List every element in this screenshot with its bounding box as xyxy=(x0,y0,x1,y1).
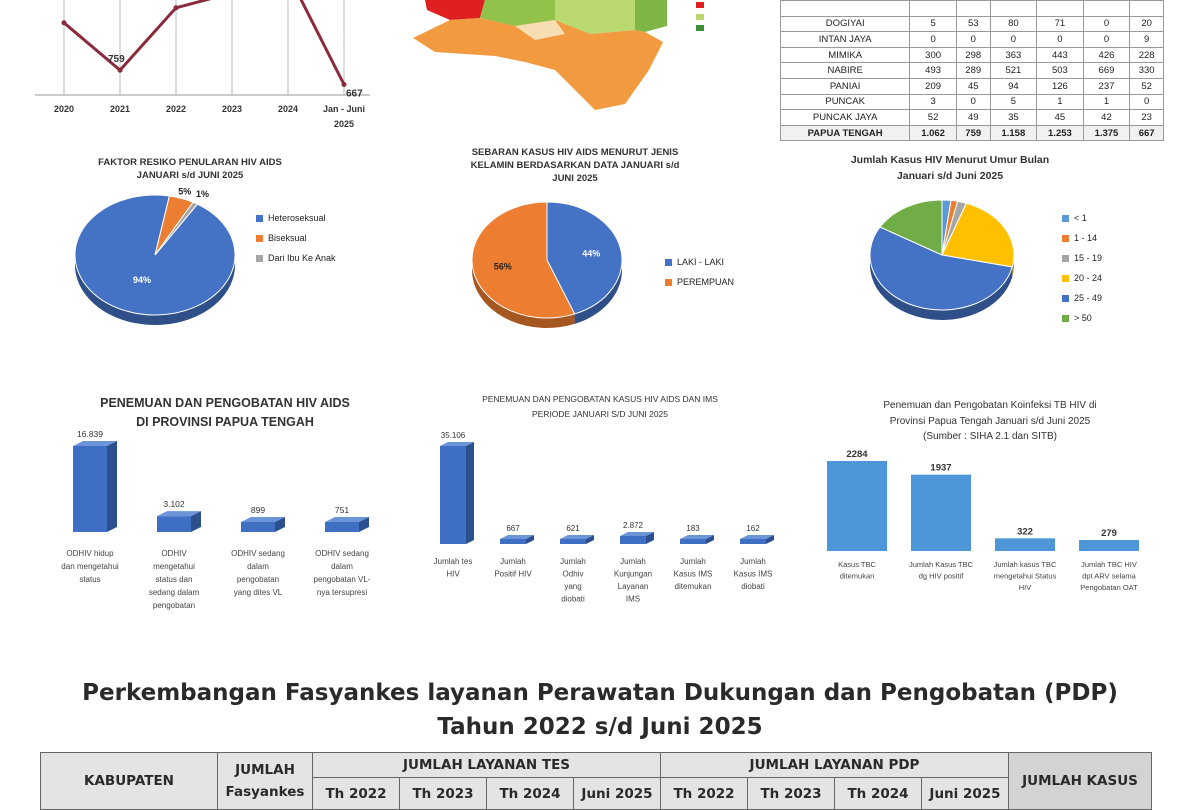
bar-category-label: Jumlah xyxy=(560,557,586,566)
map-legend xyxy=(694,0,764,36)
district-value-cell: 126 xyxy=(1037,78,1084,94)
district-value-cell: 0 xyxy=(990,32,1037,48)
bar-category-label: Jumlah tes xyxy=(433,557,473,566)
district-value-cell: 3 xyxy=(910,94,957,110)
line-x-tick-label: 2021 xyxy=(109,104,131,114)
bar xyxy=(911,475,971,551)
bar-value-label: 16.839 xyxy=(77,429,103,439)
legend-label: Biseksual xyxy=(268,233,307,243)
district-name-cell: PUNCAK JAYA xyxy=(781,110,910,126)
bar3-title-line1: Penemuan dan Pengobatan Koinfeksi TB HIV di xyxy=(883,400,1097,411)
district-value-cell: 80 xyxy=(990,16,1037,32)
bar-value-label: 2.872 xyxy=(622,520,644,530)
district-value-cell: 45 xyxy=(956,78,990,94)
bar-category-label: nya tersupresi xyxy=(316,588,368,597)
district-value-cell: 759 xyxy=(956,125,990,141)
district-value-cell: 1.375 xyxy=(1083,125,1130,141)
pdp-pdp-year-2023-label: Th 2023 xyxy=(760,785,822,802)
district-name-cell: PUNCAK xyxy=(781,94,910,110)
pdp-pdp-year-juni-2025-label: Juni 2025 xyxy=(929,785,1001,802)
pdp-title-line2: Tahun 2022 s/d Juni 2025 xyxy=(437,714,763,740)
district-value-cell: 1 xyxy=(1037,94,1084,110)
bar3-chart xyxy=(815,445,1165,605)
bar xyxy=(620,536,646,544)
map-region-green-3 xyxy=(635,0,667,32)
bar-value-label: 621 xyxy=(566,524,580,533)
bar-category-label: Jumlah xyxy=(620,557,646,566)
legend-swatch xyxy=(1062,295,1069,302)
bar xyxy=(157,516,191,532)
bar-category-label: pengobatan xyxy=(152,601,196,610)
bar-side xyxy=(466,442,474,544)
pdp-header-jumlah-kasus xyxy=(1009,753,1152,810)
district-value-cell: 23 xyxy=(1130,110,1164,126)
legend-label: < 1 xyxy=(1074,213,1087,223)
bar-category-label: Jumlah kasus TBC xyxy=(993,560,1057,569)
district-name-cell: PAPUA TENGAH xyxy=(781,125,910,141)
bar xyxy=(560,539,586,544)
age-pie-title-line2: Januari s/d Juni 2025 xyxy=(896,170,1004,182)
bar-category-label: Kasus IMS xyxy=(673,569,713,579)
district-value-cell: 0 xyxy=(1083,32,1130,48)
district-value-cell: 45 xyxy=(1037,110,1084,126)
bar-category-label: Jumlah xyxy=(680,557,706,566)
district-name-cell: PANIAI xyxy=(781,78,910,94)
bar-category-label: Jumlah xyxy=(740,557,766,566)
bar-category-label: mengetahui Status xyxy=(993,571,1057,581)
risk-pie-title-line2: JANUARI s/d JUNI 2025 xyxy=(136,170,244,181)
bar xyxy=(1079,540,1139,551)
bar-category-label: sedang dalam xyxy=(148,588,200,597)
pdp-pdp-year-2024 xyxy=(835,778,922,810)
district-cell-cropped xyxy=(1130,1,1164,17)
pdp-header-jumlah-kasus-label: JUMLAH KASUS xyxy=(1022,773,1138,789)
district-value-cell: 298 xyxy=(956,47,990,63)
gender-pie-title-line1: SEBARAN KASUS HIV AIDS MENURUT JENIS xyxy=(471,147,679,158)
district-cell-cropped xyxy=(910,1,957,17)
bar-category-label: status dan xyxy=(155,575,193,584)
district-row xyxy=(781,16,1164,32)
legend-item xyxy=(256,208,336,228)
legend-label: 20 - 24 xyxy=(1074,273,1103,283)
bar xyxy=(827,461,887,551)
bar xyxy=(680,539,706,544)
legend-item xyxy=(1062,308,1102,328)
pdp-pdp-year-2024-label: Th 2024 xyxy=(847,785,909,802)
age-group-pie-chart xyxy=(862,195,1032,335)
district-value-cell: 426 xyxy=(1083,47,1130,63)
risk-pie-title-line1: FAKTOR RESIKO PENULARAN HIV AIDS xyxy=(98,157,282,168)
bar1-title xyxy=(55,394,395,432)
bar1-title-line1: PENEMUAN DAN PENGOBATAN HIV AIDS xyxy=(100,396,350,410)
district-row xyxy=(781,63,1164,79)
bar-category-label: Positif HIV xyxy=(494,569,532,579)
bar-category-label: HIV xyxy=(446,569,460,579)
bar xyxy=(500,539,526,544)
line-x-tick-label: 2023 xyxy=(221,104,243,114)
legend-item xyxy=(256,228,336,248)
bar-category-label: HIV xyxy=(1018,583,1032,592)
bar-category-label: Kasus IMS xyxy=(733,569,773,579)
district-value-cell: 42 xyxy=(1083,110,1130,126)
pdp-title xyxy=(40,676,1160,744)
pdp-tes-year-juni-2025 xyxy=(574,778,661,810)
legend-item xyxy=(665,272,734,292)
district-name-cell: MIMIKA xyxy=(781,47,910,63)
bar3-title-line3: (Sumber : SIHA 2.1 dan SITB) xyxy=(923,431,1057,442)
district-cell-cropped xyxy=(781,1,910,17)
pdp-header-layanan-tes xyxy=(313,753,661,778)
bar-category-label: Jumlah TBC HIV xyxy=(1081,560,1137,569)
pdp-header-layanan-tes-label: JUMLAH LAYANAN TES xyxy=(402,757,571,774)
district-value-cell: 0 xyxy=(956,94,990,110)
district-value-cell: 300 xyxy=(910,47,957,63)
bar-category-label: mengetahui xyxy=(153,562,195,571)
district-cell-cropped xyxy=(990,1,1037,17)
district-cases-table xyxy=(780,0,1164,141)
bar-category-label: ODHIV hidup xyxy=(66,549,114,558)
district-value-cell: 5 xyxy=(990,94,1037,110)
district-value-cell: 289 xyxy=(956,63,990,79)
legend-label: > 50 xyxy=(1074,313,1092,323)
pie-value-label: 5% xyxy=(178,186,192,197)
map-legend-swatch-2 xyxy=(696,14,704,20)
legend-swatch xyxy=(1062,255,1069,262)
district-value-cell: 20 xyxy=(1130,16,1164,32)
legend-swatch xyxy=(256,215,263,222)
district-name-cell: NABIRE xyxy=(781,63,910,79)
bar-category-label: dalam xyxy=(331,562,353,571)
pdp-tes-year-2022 xyxy=(313,778,400,810)
bar-category-label: dan mengetahui xyxy=(61,562,119,571)
district-value-cell: 0 xyxy=(1130,94,1164,110)
bar-category-label: Pengobatan OAT xyxy=(1080,583,1138,592)
bar-value-label: 3.102 xyxy=(163,499,185,510)
bar2-title-line2: PERIODE JANUARI S/D JUNI 2025 xyxy=(531,409,669,419)
pdp-header-jumlah xyxy=(218,753,313,810)
district-value-cell: 503 xyxy=(1037,63,1084,79)
age-pie-legend xyxy=(1062,208,1102,328)
line-point xyxy=(174,5,179,10)
legend-swatch xyxy=(665,279,672,286)
bar-category-label: diobati xyxy=(741,582,765,591)
bar-category-label: dpt ARV selama xyxy=(1082,571,1136,581)
pdp-header-kabupaten xyxy=(41,753,218,810)
bar3-title-line2: Provinsi Papua Tengah Januari s/d Juni 2025 xyxy=(889,415,1091,427)
legend-swatch xyxy=(1062,215,1069,222)
line-data-label: 667 xyxy=(346,88,363,100)
line-x-tick-label: 2022 xyxy=(165,104,187,114)
bar xyxy=(740,539,766,544)
legend-label: 25 - 49 xyxy=(1074,293,1103,303)
bar-category-label: IMS xyxy=(625,594,641,604)
legend-label: 15 - 19 xyxy=(1074,253,1103,263)
pdp-tes-year-2024-label: Th 2024 xyxy=(499,785,561,802)
district-value-cell: 363 xyxy=(990,47,1037,63)
bar-category-label: pengobatan xyxy=(236,575,280,584)
pdp-tes-year-juni-2025-label: Juni 2025 xyxy=(581,785,653,802)
district-value-cell: 35 xyxy=(990,110,1037,126)
district-value-cell: 53 xyxy=(956,16,990,32)
district-value-cell: 1 xyxy=(1083,94,1130,110)
pdp-tes-year-2024 xyxy=(487,778,574,810)
district-value-cell: 1.062 xyxy=(910,125,957,141)
district-value-cell: 5 xyxy=(910,16,957,32)
district-name-cell: DOGIYAI xyxy=(781,16,910,32)
line-point xyxy=(62,20,67,25)
bar xyxy=(241,522,275,532)
pdp-pdp-year-2022-label: Th 2022 xyxy=(673,785,735,802)
bar xyxy=(73,446,107,532)
district-value-cell: 209 xyxy=(910,78,957,94)
pdp-title-line1: Perkembangan Fasyankes layanan Perawatan Dukungan dan Pengobatan (PDP) xyxy=(82,680,1118,706)
line-series-path xyxy=(64,0,344,84)
gender-pie-chart xyxy=(465,198,635,338)
bar2-chart xyxy=(405,420,775,620)
bar-value-label: 162 xyxy=(746,524,760,533)
legend-label: LAKI - LAKI xyxy=(677,257,725,267)
legend-item xyxy=(1062,268,1102,288)
bar-category-label: Jumlah Kasus TBC xyxy=(908,560,974,569)
legend-label: Heteroseksual xyxy=(268,213,326,223)
bar-category-label: yang dites VL xyxy=(233,588,283,597)
bar xyxy=(995,538,1055,551)
bar-category-label: ODHIV sedang xyxy=(315,549,369,558)
hiv-trend-line-chart xyxy=(30,0,370,135)
bar xyxy=(440,446,466,544)
bar2-title-line1: PENEMUAN DAN PENGOBATAN KASUS HIV AIDS DAN IMS xyxy=(482,394,718,404)
pie-value-label: 44% xyxy=(582,248,601,259)
legend-item xyxy=(665,252,734,272)
district-value-cell: 0 xyxy=(956,32,990,48)
pdp-pdp-year-juni-2025 xyxy=(922,778,1009,810)
bar-category-label: dalam xyxy=(247,562,269,571)
legend-swatch xyxy=(665,259,672,266)
bar-category-label: Odhiv xyxy=(562,569,584,579)
district-value-cell: 669 xyxy=(1083,63,1130,79)
line-x-tick-label: 2024 xyxy=(277,104,299,114)
bar-value-label: 322 xyxy=(1017,526,1033,538)
gender-pie-legend xyxy=(665,252,734,292)
bar xyxy=(325,522,359,532)
bar2-title xyxy=(420,392,780,422)
age-pie-title xyxy=(820,152,1080,184)
legend-swatch xyxy=(1062,315,1069,322)
legend-item xyxy=(256,248,336,268)
line-x-tick-label: 2020 xyxy=(53,104,75,114)
district-value-cell: 1.253 xyxy=(1037,125,1084,141)
district-row xyxy=(781,94,1164,110)
legend-item xyxy=(1062,288,1102,308)
legend-item xyxy=(1062,248,1102,268)
bar-category-label: Jumlah xyxy=(500,557,526,566)
risk-pie-title xyxy=(60,156,320,182)
age-pie-title-line1: Jumlah Kasus HIV Menurut Umur Bulan xyxy=(850,154,1050,166)
bar-category-label: ditemukan xyxy=(839,571,875,581)
map-legend-swatch-1 xyxy=(696,2,704,8)
pdp-header-layanan-pdp xyxy=(661,753,1009,778)
district-value-cell: 228 xyxy=(1130,47,1164,63)
district-value-cell: 52 xyxy=(1130,78,1164,94)
district-value-cell: 443 xyxy=(1037,47,1084,63)
pdp-pdp-year-2022 xyxy=(661,778,748,810)
district-value-cell: 0 xyxy=(1037,32,1084,48)
gender-pie-title xyxy=(425,146,725,185)
bar-category-label: ODHIV sedang xyxy=(231,549,285,558)
district-row-cropped xyxy=(781,1,1164,17)
bar-category-label: Layanan xyxy=(617,582,649,591)
legend-label: 1 - 14 xyxy=(1074,233,1098,243)
bar-value-label: 1937 xyxy=(930,462,952,474)
district-row xyxy=(781,47,1164,63)
district-row xyxy=(781,110,1164,126)
risk-pie-legend xyxy=(256,208,336,268)
map-region-red xyxy=(425,0,485,20)
bar-value-label: 2284 xyxy=(846,449,868,460)
district-value-cell: 237 xyxy=(1083,78,1130,94)
pie-value-label: 94% xyxy=(132,275,151,286)
district-row xyxy=(781,125,1164,141)
gender-pie-title-line2: KELAMIN BERDASARKAN DATA JANUARI s/d xyxy=(470,160,680,171)
district-value-cell: 330 xyxy=(1130,63,1164,79)
risk-factor-pie-chart xyxy=(70,180,250,340)
legend-swatch xyxy=(1062,275,1069,282)
line-x-tick-label: Jan - Juni xyxy=(322,104,366,114)
bar1-chart xyxy=(40,429,400,620)
district-value-cell: 493 xyxy=(910,63,957,79)
bar-category-label: dg HIV positif xyxy=(918,571,964,581)
bar-value-label: 279 xyxy=(1101,528,1117,540)
pdp-header-jumlah-line1: JUMLAH xyxy=(235,762,295,778)
district-cell-cropped xyxy=(1037,1,1084,17)
pdp-header-kabupaten-label: KABUPATEN xyxy=(84,773,174,789)
bar-value-label: 899 xyxy=(250,505,266,515)
line-x-tick-label: 2025 xyxy=(333,119,355,129)
district-row xyxy=(781,78,1164,94)
district-value-cell: 667 xyxy=(1130,125,1164,141)
pdp-tes-year-2023 xyxy=(400,778,487,810)
bar-value-label: 667 xyxy=(506,524,520,533)
district-row xyxy=(781,32,1164,48)
legend-swatch xyxy=(256,235,263,242)
pie-value-label: 56% xyxy=(493,261,512,272)
bar-category-label: Kasus TBC xyxy=(838,560,876,569)
pdp-tes-year-2022-label: Th 2022 xyxy=(325,785,387,802)
bar-category-label: yang xyxy=(564,582,582,591)
line-point xyxy=(342,82,347,87)
bar-category-label: pengobatan VL- xyxy=(313,575,371,584)
pdp-tes-year-2023-label: Th 2023 xyxy=(412,785,474,802)
gender-pie-title-line3: JUNI 2025 xyxy=(552,173,598,184)
bar3-title xyxy=(830,398,1150,445)
bar-value-label: 183 xyxy=(686,524,700,533)
legend-item xyxy=(1062,228,1102,248)
bar-category-label: ditemukan xyxy=(674,582,712,591)
map-legend-swatch-3 xyxy=(696,25,704,31)
district-cell-cropped xyxy=(1083,1,1130,17)
pdp-header-layanan-pdp-label: JUMLAH LAYANAN PDP xyxy=(749,757,920,774)
bar-category-label: Kunjungan xyxy=(613,569,653,579)
district-value-cell: 9 xyxy=(1130,32,1164,48)
district-value-cell: 1.158 xyxy=(990,125,1037,141)
district-cell-cropped xyxy=(956,1,990,17)
bar-side xyxy=(107,441,117,532)
district-name-cell: INTAN JAYA xyxy=(781,32,910,48)
pdp-table xyxy=(40,752,1152,810)
district-value-cell: 521 xyxy=(990,63,1037,79)
legend-swatch xyxy=(1062,235,1069,242)
bar-category-label: status xyxy=(79,575,101,584)
bar-value-label: 751 xyxy=(334,505,350,515)
line-point xyxy=(118,68,123,73)
district-value-cell: 0 xyxy=(1083,16,1130,32)
bar1-title-line2: DI PROVINSI PAPUA TENGAH xyxy=(136,415,314,429)
pdp-header-jumlah-line2: Fasyankes xyxy=(225,784,305,800)
legend-label: PEREMPUAN xyxy=(677,277,735,287)
district-value-cell: 0 xyxy=(910,32,957,48)
legend-label: Dari Ibu Ke Anak xyxy=(268,253,336,263)
line-data-label: 759 xyxy=(108,54,125,66)
bar-category-label: ODHIV xyxy=(161,549,187,558)
district-value-cell: 49 xyxy=(956,110,990,126)
district-value-cell: 52 xyxy=(910,110,957,126)
legend-swatch xyxy=(256,255,263,262)
legend-item xyxy=(1062,208,1102,228)
district-value-cell: 71 xyxy=(1037,16,1084,32)
bar-value-label: 35.106 xyxy=(440,431,466,440)
district-value-cell: 94 xyxy=(990,78,1037,94)
pdp-pdp-year-2023 xyxy=(748,778,835,810)
bar-category-label: diobati xyxy=(561,594,585,604)
pie-value-label: 1% xyxy=(195,188,209,199)
